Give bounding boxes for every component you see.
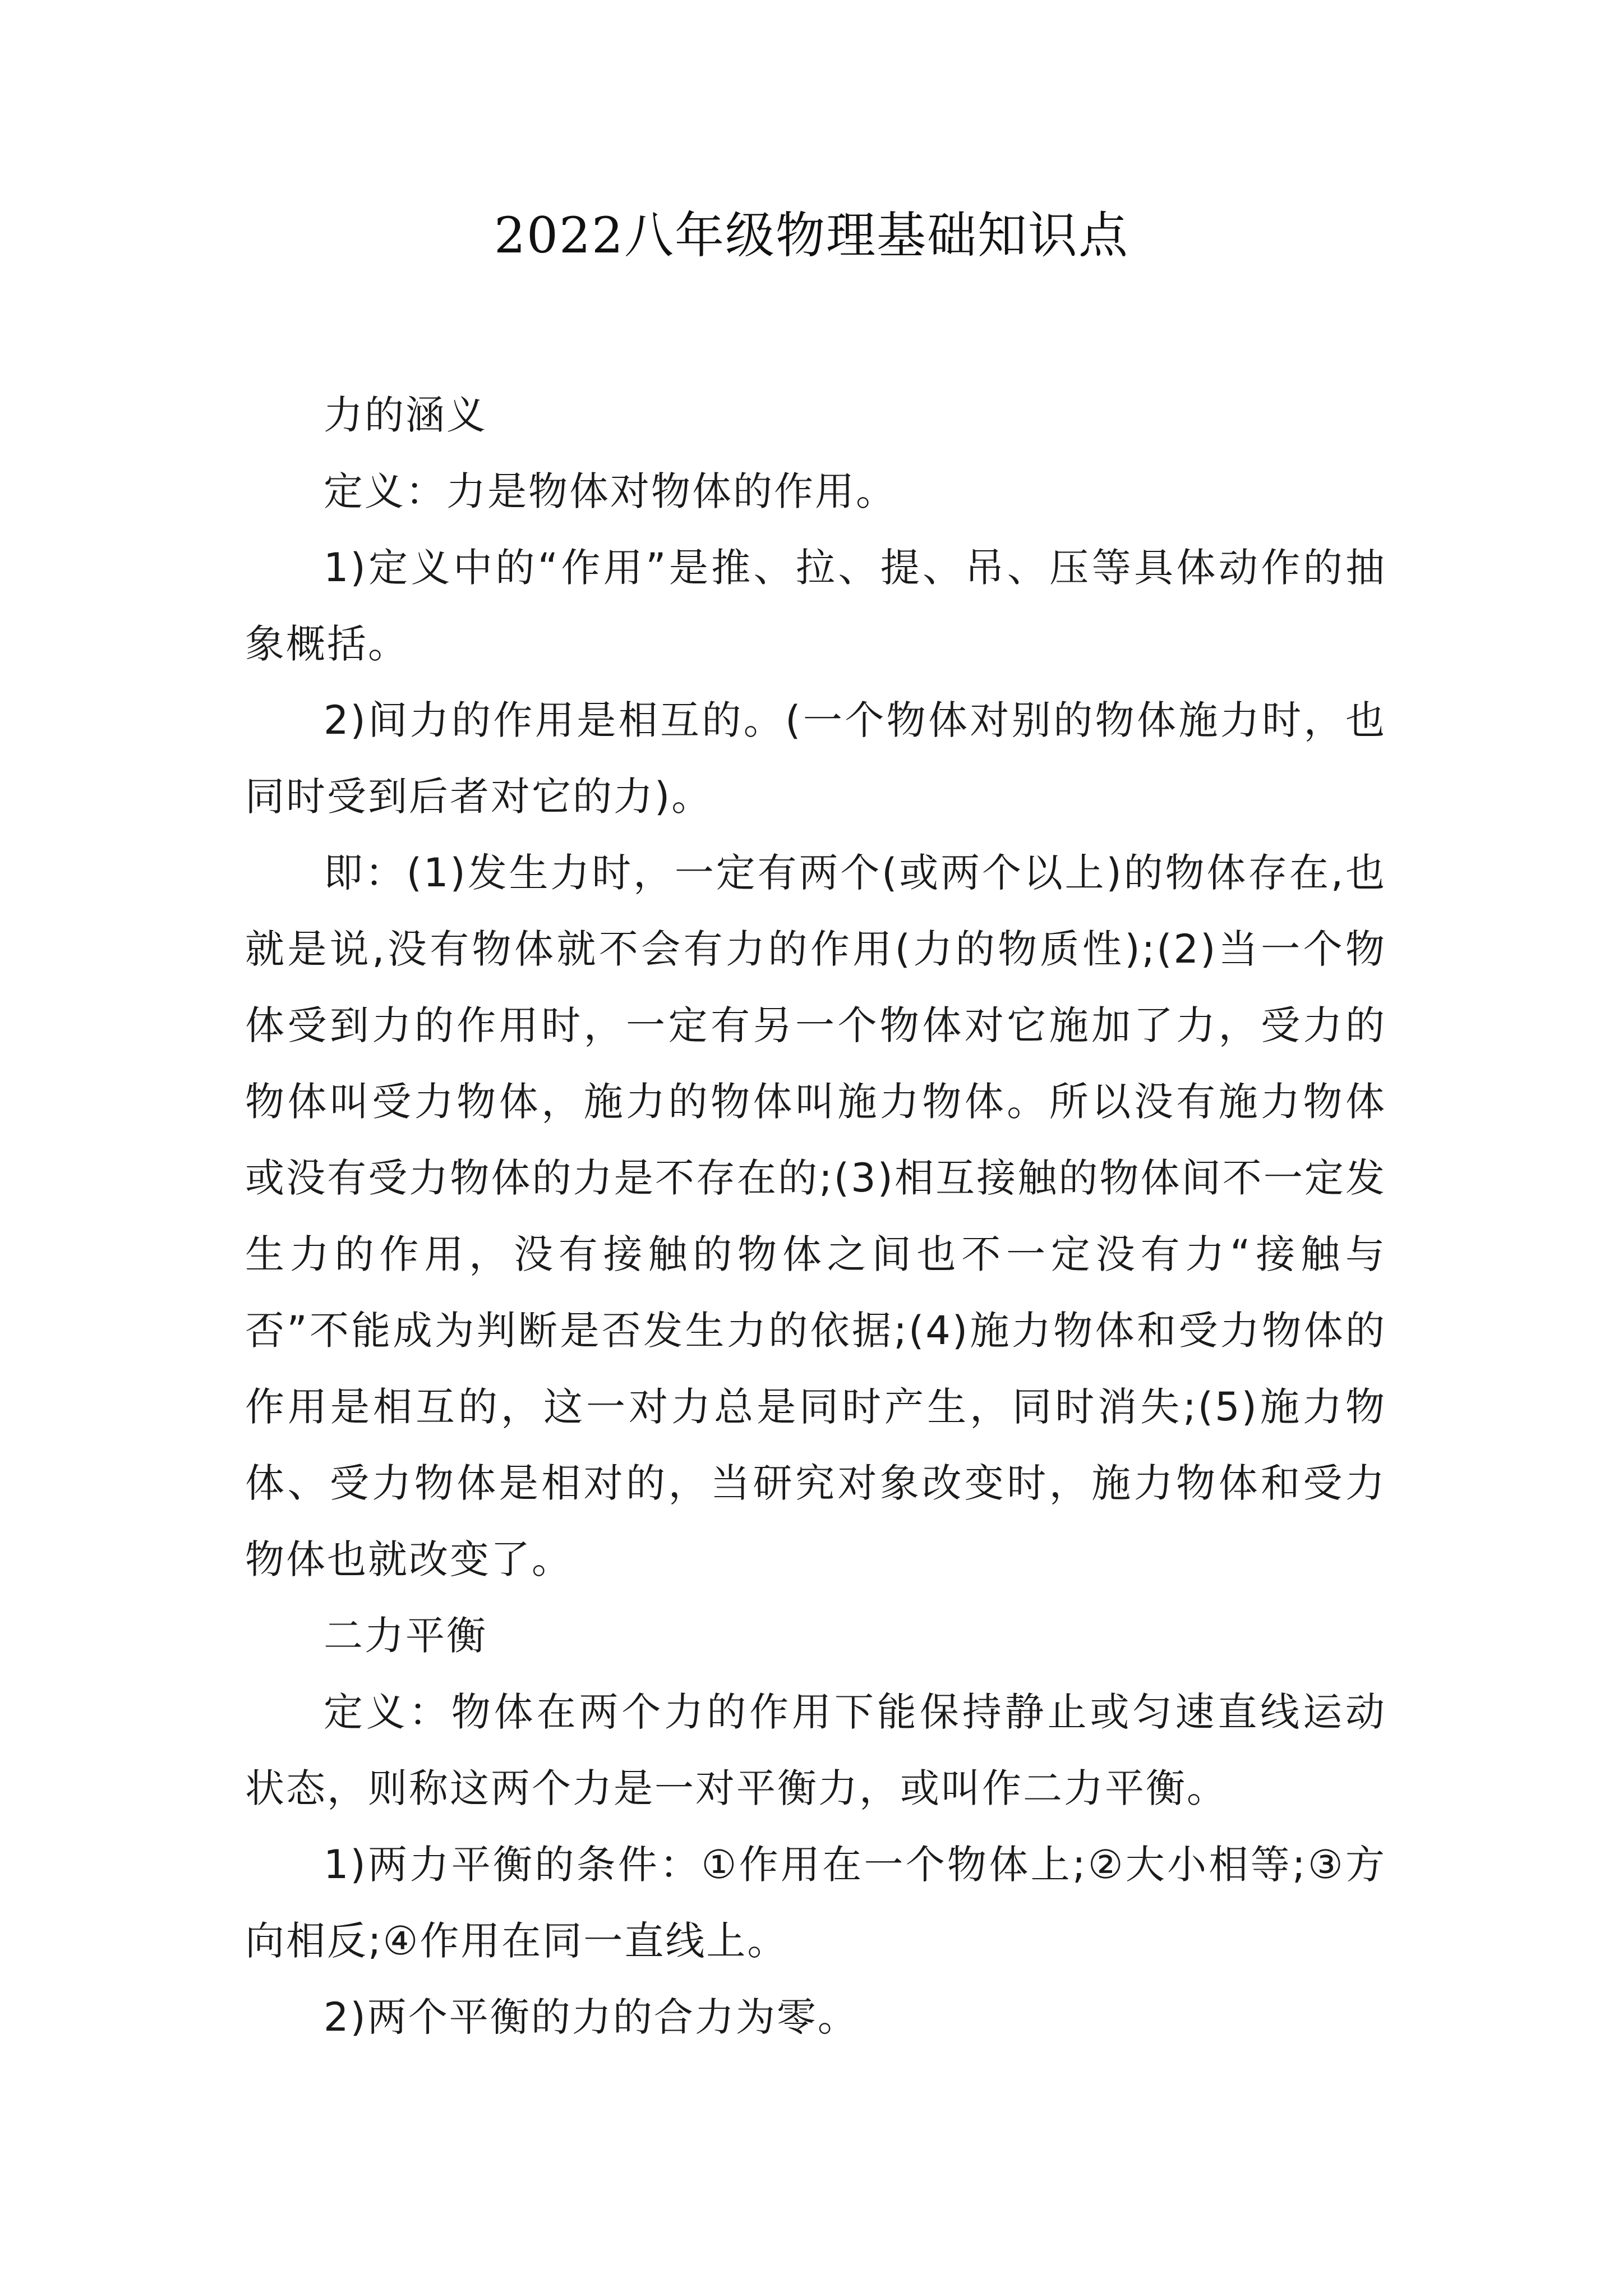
force-point-2: 2)间力的作用是相互的。(一个物体对别的物体施力时，也同时受到后者对它的力)。	[245, 697, 1386, 820]
force-point-1: 1)定义中的“作用”是推、拉、提、吊、压等具体动作的抽象概括。	[245, 545, 1386, 667]
document-body	[245, 377, 1386, 2055]
equilibrium-point-1: 1)两力平衡的条件：①作用在一个物体上;②大小相等;③方向相反;④作用在同一直线上。	[245, 1842, 1386, 1964]
force-explanation: 即：(1)发生力时，一定有两个(或两个以上)的物体存在,也就是说,没有物体就不会有力的作用(力的物质性);(2)当一个物体受到力的作用时，一定有另一个物体对它施加了力，受力的物体叫受力物体，施力的物体叫施力物体。所以没有施力物体或没有受力物体的力是不存在的;(3)相互接触的物体间不一定发生力的作用，没有接触的物体之间也不一定没有力“接触与否”不能成为判断是否发生力的依据;(4)施力物体和受力物体的作用是相互的，这一对力总是同时产生，同时消失;(5)施力物体、受力物体是相对的，当研究对象改变时，施力物体和受力物体也就改变了。	[245, 850, 1386, 1582]
equilibrium-point-2: 2)两个平衡的力的合力为零。	[324, 1994, 859, 2040]
equilibrium-definition: 定义：物体在两个力的作用下能保持静止或匀速直线运动状态，则称这两个力是一对平衡力，或叫作二力平衡。	[245, 1689, 1386, 1811]
force-definition: 定义：力是物体对物体的作用。	[324, 468, 897, 514]
document-title: 2022八年级物理基础知识点	[494, 206, 1129, 264]
heading-two-force-equilibrium: 二力平衡	[324, 1613, 487, 1659]
heading-force-meaning: 力的涵义	[324, 392, 487, 438]
